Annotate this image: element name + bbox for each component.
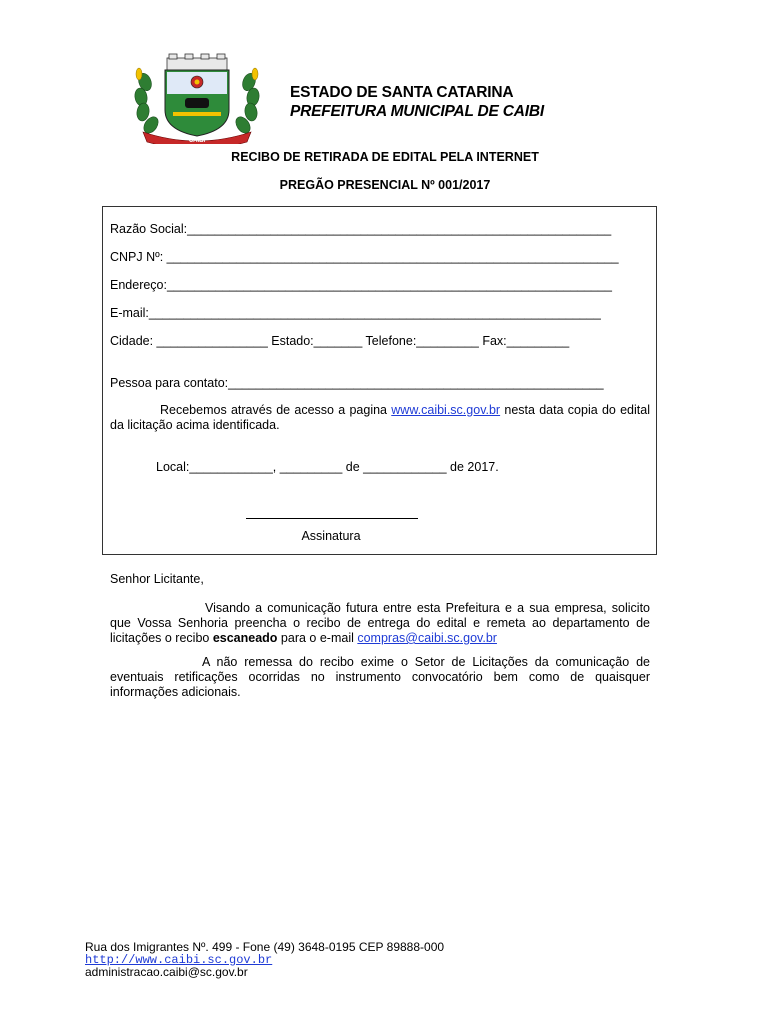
document-title: RECIBO DE RETIRADA DE EDITAL PELA INTERNET — [231, 150, 539, 164]
instruction-paragraph: Visando a comunicação futura entre esta Prefeitura e a sua empresa, solicito que Vossa Senhoria preencha o recibo de entrega do edital e remeta ao departamento de licitações o recibo escaneado para o e-mail compras@caibi.sc.gov.br — [110, 601, 650, 645]
receipt-statement: Recebemos através de acesso a pagina www.caibi.sc.gov.br nesta data copia do edital da licitação acima identificada. — [110, 403, 650, 432]
signature-line[interactable] — [246, 518, 418, 519]
contact-person-field[interactable]: Pessoa para contato:______________________________________________________ — [110, 376, 604, 390]
signature-label: Assinatura — [301, 529, 361, 543]
website-link[interactable]: www.caibi.sc.gov.br — [391, 403, 501, 417]
local-date-field[interactable]: Local:____________, _________ de ____________ de 2017. — [156, 460, 499, 474]
laurel-right — [233, 71, 261, 135]
razao-social-field[interactable]: Razão Social:_____________________________________________________________ — [110, 222, 612, 236]
compras-email-link[interactable]: compras@caibi.sc.gov.br — [357, 631, 497, 645]
state-heading: ESTADO DE SANTA CATARINA — [290, 84, 514, 101]
email-field[interactable]: E-mail:_________________________________________________________________ — [110, 306, 601, 320]
cidade-estado-telefone-fax-fields[interactable]: Cidade: ________________ Estado:_______ Telefone:_________ Fax:_________ — [110, 334, 570, 348]
laurel-left — [134, 71, 162, 135]
endereco-field[interactable]: Endereço:________________________________________________________________ — [110, 278, 612, 292]
footer-website-link[interactable]: http://www.caibi.sc.gov.br — [85, 953, 273, 967]
crest-text: CAIBI — [188, 138, 206, 144]
footer-email: administracao.caibi@sc.gov.br — [85, 965, 248, 979]
footer-address: Rua dos Imigrantes Nº. 499 - Fone (49) 3648-0195 CEP 89888-000 — [85, 940, 445, 954]
prefecture-heading: PREFEITURA MUNICIPAL DE CAIBI — [290, 103, 544, 120]
document-subtitle: PREGÃO PRESENCIAL Nº 001/2017 — [279, 178, 491, 192]
greeting: Senhor Licitante, — [110, 572, 204, 586]
notice-paragraph: A não remessa do recibo exime o Setor de Licitações da comunicação de eventuais retificações ocorridas no instrumento convocatório bem como de quaisquer informações adicionais. — [110, 655, 650, 699]
municipal-crest — [133, 52, 261, 144]
mural-crown — [167, 54, 227, 70]
cnpj-field[interactable]: CNPJ Nº: _________________________________________________________________ — [110, 250, 619, 264]
